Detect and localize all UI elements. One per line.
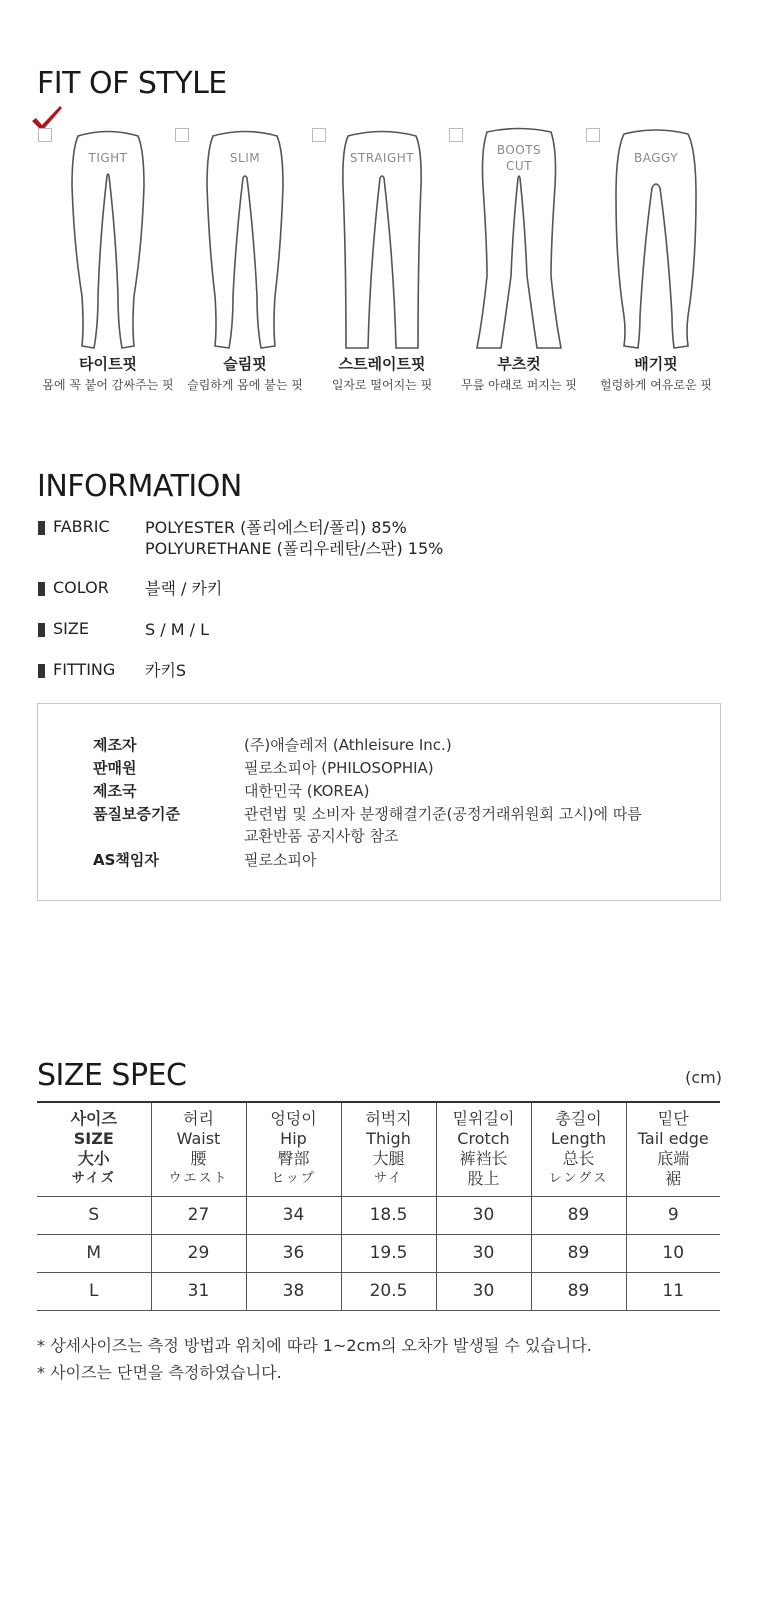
fit-name: 부츠컷	[497, 355, 541, 373]
waist-cell: 27	[151, 1196, 246, 1234]
fit-name: 슬림핏	[223, 355, 267, 373]
hip-cell: 38	[246, 1272, 341, 1310]
fit-label: TIGHT	[88, 151, 128, 165]
bullet-mark	[38, 521, 45, 535]
fit-checkbox[interactable]	[38, 128, 52, 142]
fit-option-tight[interactable]	[38, 120, 178, 400]
header-length: 총길이 Length 总长 レングス	[531, 1102, 626, 1196]
header-crotch: 밑위길이 Crotch 裤裆长 股上	[436, 1102, 531, 1196]
spec-section-title: SIZE SPEC	[37, 1058, 187, 1093]
product-notice-box	[37, 703, 721, 901]
bullet-mark	[38, 664, 45, 678]
waist-cell: 31	[151, 1272, 246, 1310]
size-spec-table	[37, 1101, 720, 1311]
fit-option-slim[interactable]	[175, 120, 315, 400]
fit-label-line1: BOOTS	[496, 143, 542, 157]
tail-edge-cell: 9	[626, 1196, 720, 1234]
bullet-mark	[38, 582, 45, 596]
fit-label: STRAIGHT	[349, 151, 415, 165]
header-waist: 허리 Waist 腰 ウエスト	[151, 1102, 246, 1196]
fabric-value	[145, 517, 443, 559]
notice-label: 판매원	[93, 759, 137, 777]
size-note-1: * 상세사이즈는 측정 방법과 위치에 따라 1~2cm의 오차가 발생될 수 있습니다.	[37, 1336, 592, 1355]
size-note-2: * 사이즈는 단면을 측정하였습니다.	[37, 1363, 282, 1382]
fit-description: 무릎 아래로 퍼지는 핏	[461, 378, 577, 392]
fit-name: 배기핏	[634, 355, 678, 373]
hip-cell: 36	[246, 1234, 341, 1272]
header-thigh: 허벅지 Thigh 大腿 サイ	[341, 1102, 436, 1196]
fit-name: 타이트핏	[79, 355, 137, 373]
fit-checkbox[interactable]	[312, 128, 326, 142]
fit-description: 일자로 떨어지는 핏	[331, 378, 433, 392]
table-row	[37, 1272, 720, 1310]
thigh-cell: 18.5	[341, 1196, 436, 1234]
fabric-line-1: POLYESTER (폴리에스터/폴리) 85%	[145, 518, 407, 537]
fit-label-line2: CUT	[506, 159, 532, 173]
table-row	[37, 1196, 720, 1234]
fit-description: 슬림하게 몸에 붙는 핏	[187, 378, 303, 392]
fit-checkbox[interactable]	[449, 128, 463, 142]
length-cell: 89	[531, 1272, 626, 1310]
fabric-label: FABRIC	[53, 517, 110, 536]
fit-label: BAGGY	[633, 151, 679, 165]
header-tail-edge: 밑단 Tail edge 底端 裾	[626, 1102, 720, 1196]
fit-option-baggy[interactable]	[586, 120, 726, 400]
fit-label: SLIM	[229, 151, 261, 165]
tail-edge-cell: 11	[626, 1272, 720, 1310]
fit-checkbox[interactable]	[175, 128, 189, 142]
fit-option-bootscut[interactable]	[449, 120, 589, 400]
unit-label: (cm)	[685, 1068, 722, 1087]
size-value: S / M / L	[145, 620, 209, 639]
thigh-cell: 19.5	[341, 1234, 436, 1272]
color-value: 블랙 / 카키	[145, 579, 223, 598]
notice-value: 필로소피아 (PHILOSOPHIA)	[244, 759, 434, 777]
table-header-row	[37, 1102, 720, 1196]
size-cell: L	[89, 1281, 99, 1301]
fabric-line-2: POLYURETHANE (폴리우레탄/스판) 15%	[145, 539, 444, 558]
header-hip: 엉덩이 Hip 臀部 ヒップ	[246, 1102, 341, 1196]
table-row	[37, 1234, 720, 1272]
crotch-cell: 30	[436, 1272, 531, 1310]
bullet-mark	[38, 623, 45, 637]
fit-section-title: FIT OF STYLE	[37, 66, 227, 101]
size-label: SIZE	[53, 619, 89, 638]
fit-name: 스트레이트핏	[338, 355, 426, 373]
length-cell: 89	[531, 1196, 626, 1234]
notice-value: 대한민국 (KOREA)	[244, 782, 370, 800]
notice-value: 관련법 및 소비자 분쟁해결기준(공정거래위원회 고시)에 따름	[244, 805, 642, 823]
size-cell: M	[86, 1243, 102, 1263]
fitting-label: FITTING	[53, 660, 116, 679]
fit-option-straight[interactable]	[312, 120, 452, 400]
thigh-cell: 20.5	[341, 1272, 436, 1310]
notice-label: 제조국	[93, 782, 137, 800]
info-section-title: INFORMATION	[37, 469, 242, 504]
notice-label: 품질보증기준	[93, 805, 180, 823]
fit-description: 몸에 꼭 붙어 감싸주는 핏	[42, 378, 174, 392]
fit-description: 헐렁하게 여유로운 핏	[600, 378, 712, 392]
notice-value: (주)애슬레저 (Athleisure Inc.)	[244, 736, 452, 754]
fitting-value: 카키S	[145, 661, 187, 680]
size-cell: S	[88, 1205, 100, 1225]
notice-label: AS책임자	[93, 851, 159, 869]
notice-value: 필로소피아	[244, 851, 317, 869]
fit-checkbox[interactable]	[586, 128, 600, 142]
crotch-cell: 30	[436, 1234, 531, 1272]
notice-value-line2: 교환반품 공지사항 참조	[244, 827, 399, 845]
hip-cell: 34	[246, 1196, 341, 1234]
length-cell: 89	[531, 1234, 626, 1272]
waist-cell: 29	[151, 1234, 246, 1272]
tail-edge-cell: 10	[626, 1234, 720, 1272]
notice-label: 제조자	[93, 736, 137, 754]
header-size: 사이즈 SIZE 大小 サイズ	[70, 1109, 117, 1187]
color-label: COLOR	[53, 578, 109, 597]
crotch-cell: 30	[436, 1196, 531, 1234]
